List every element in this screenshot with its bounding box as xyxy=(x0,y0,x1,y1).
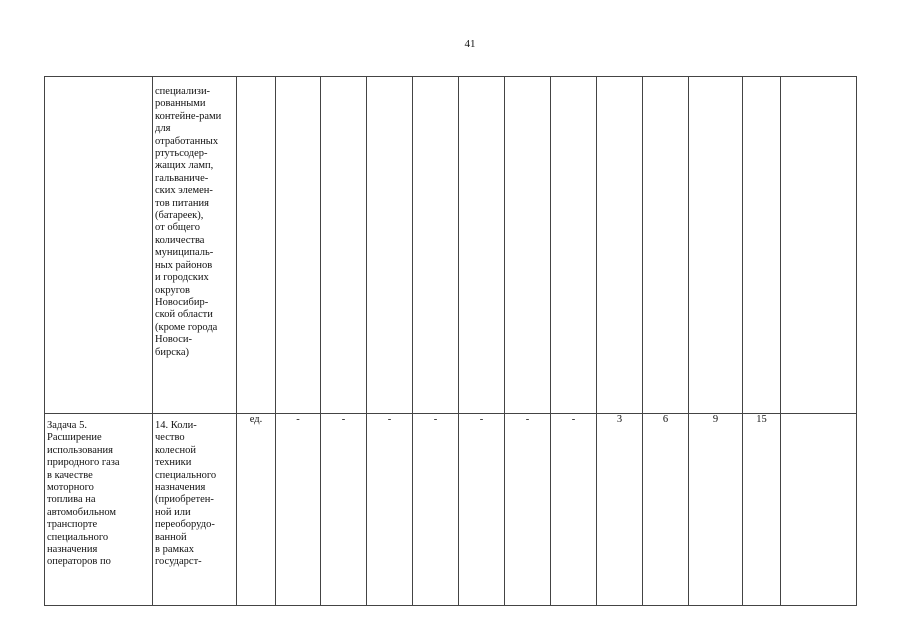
value-cell: - xyxy=(413,414,459,606)
task-cell xyxy=(45,77,153,414)
task-text-line: природного газа xyxy=(47,457,120,469)
indicator-text-line: переоборудо- xyxy=(155,519,215,531)
value-cell xyxy=(689,77,743,414)
value-cell xyxy=(367,77,413,414)
indicator-text-line: чество xyxy=(155,432,185,444)
indicator-text-line: колесной xyxy=(155,444,196,456)
value-cell: 3 xyxy=(597,414,643,606)
value-cell: - xyxy=(276,414,321,606)
task-text-line: специального xyxy=(47,531,109,543)
value-cell xyxy=(743,77,781,414)
page-number: 41 xyxy=(464,38,476,50)
task-text-line: топлива на xyxy=(47,494,96,506)
indicator-text-line: тов питания xyxy=(155,197,209,209)
value-cell xyxy=(781,77,857,414)
indicator-text-line: 14. Коли- xyxy=(155,420,197,431)
indicator-text-line: назначения xyxy=(155,482,206,494)
indicator-cell xyxy=(153,77,237,414)
task-text-line: Расширение xyxy=(47,432,102,444)
indicator-text-line: количества xyxy=(155,234,205,246)
indicator-text-line: ванной xyxy=(155,531,187,543)
value-cell: - xyxy=(321,414,367,606)
value-cell xyxy=(597,77,643,414)
indicator-text-line: государст- xyxy=(155,556,202,568)
task-text-line: транспорте xyxy=(47,519,98,531)
value-cell: - xyxy=(551,414,597,606)
value-cell xyxy=(505,77,551,414)
task-cell xyxy=(45,414,153,606)
indicator-text-line: от общего xyxy=(155,222,200,234)
task-text-line: моторного xyxy=(47,482,94,494)
task-text-line: операторов по xyxy=(47,556,111,568)
indicator-text-line: бирска) xyxy=(155,346,189,358)
indicator-text-line: ских элемен- xyxy=(155,185,213,197)
indicator-text-line: ной или xyxy=(155,506,191,518)
indicator-text-line: техники xyxy=(155,457,192,469)
task-text-line: автомобильном xyxy=(47,506,117,518)
indicator-text-line: специализи- xyxy=(155,86,211,97)
indicators-table xyxy=(44,76,857,606)
indicator-text-line: (кроме города xyxy=(155,321,218,333)
indicator-text-line: жащих ламп, xyxy=(155,160,214,172)
indicator-text-line: ской области xyxy=(155,309,213,321)
task-text-line: Задача 5. xyxy=(47,420,87,431)
value-cell xyxy=(321,77,367,414)
indicator-text-line: в рамках xyxy=(155,544,194,556)
value-cell xyxy=(413,77,459,414)
value-cell: 9 xyxy=(689,414,743,606)
task-text-line: назначения xyxy=(47,544,98,556)
value-cell: - xyxy=(459,414,505,606)
value-cell: - xyxy=(367,414,413,606)
value-cell xyxy=(551,77,597,414)
value-cell: - xyxy=(505,414,551,606)
indicator-text-line: ртутьсодер- xyxy=(155,148,208,160)
indicator-text-line: ных районов xyxy=(155,259,213,271)
indicator-text-line: Новоси- xyxy=(155,334,193,346)
table-row xyxy=(45,414,857,606)
indicator-text-line: для xyxy=(155,123,171,135)
unit-cell: ед. xyxy=(237,414,276,606)
indicator-text-line: округов xyxy=(155,284,190,296)
indicator-text-line: (приобретен- xyxy=(155,494,214,506)
indicator-text-line: специального xyxy=(155,469,217,481)
indicator-text-line: (батареек), xyxy=(155,210,204,222)
unit-cell xyxy=(237,77,276,414)
indicator-text-line: контейне-рами xyxy=(155,110,222,122)
value-cell xyxy=(781,414,857,606)
indicator-text-line: отработанных xyxy=(155,135,219,147)
value-cell: 6 xyxy=(643,414,689,606)
value-cell xyxy=(459,77,505,414)
table-row xyxy=(45,77,857,414)
task-text-line: использования xyxy=(47,444,113,456)
indicator-text-line: рованными xyxy=(155,98,206,110)
value-cell xyxy=(276,77,321,414)
indicator-text-line: и городских xyxy=(155,272,209,284)
task-text-line: в качестве xyxy=(47,469,93,481)
indicator-text-line: Новосибир- xyxy=(155,296,209,308)
value-cell xyxy=(643,77,689,414)
indicator-text-line: муниципаль- xyxy=(155,247,214,259)
indicator-cell xyxy=(153,414,237,606)
value-cell: 15 xyxy=(743,414,781,606)
indicator-text-line: гальваниче- xyxy=(155,172,209,184)
